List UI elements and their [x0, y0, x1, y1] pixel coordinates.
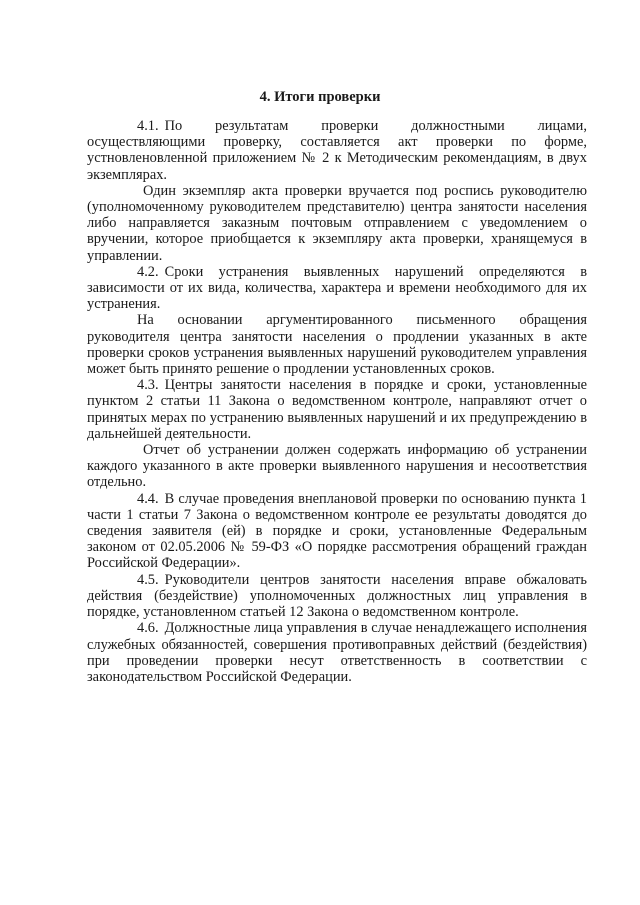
- paragraph-text: Один экземпляр акта проверки вручается под роспись руководителю (уполномоченному руководителем представителю) центра занятости населения либо направляется заказным почтовым отправлением с уведомлением о вручении, которое приобщается к экземпляру акта проверки, хранящемуся в управлении.: [87, 182, 587, 264]
- paragraph-4-6: [87, 620, 587, 685]
- paragraph-4-2-extension: [87, 312, 587, 377]
- paragraph-4-4: [87, 491, 587, 572]
- paragraph-text: Должностные лица управления в случае ненадлежащего исполнения служебных обязанностей, совершения противоправных действий (бездействия) при проведении проверки несут ответственность в соответствии с законодательством Российской Федерации.: [87, 620, 587, 685]
- paragraph-text: Руководители центров занятости населения вправе обжаловать действия (бездействие) уполномоченных должностных лиц управления в порядке, установленном статьей 12 Закона о ведомственном контроле.: [87, 571, 587, 621]
- paragraph-4-1: [87, 118, 587, 183]
- paragraph-number: 4.6.: [137, 620, 159, 637]
- paragraph-4-5: [87, 572, 587, 621]
- paragraph-4-1-delivery: [87, 183, 587, 264]
- paragraph-4-3: [87, 377, 587, 442]
- paragraph-text: На основании аргументированного письменного обращения руководителя центра занятости населения о продлении указанных в акте проверки сроков устранения выявленных нарушений руководителем управления может быть принято решение о продлении установленных сроков.: [87, 312, 587, 378]
- paragraph-number: 4.5.: [137, 571, 159, 588]
- paragraph-text: В случае проведения внеплановой проверки по основанию пункта 1 части 1 статьи 7 Закона о ведомственном контроле ее результаты доводятся до сведения заявителя (ей) в порядке и сроки, установленные Федеральным законом от 02.05.2006 № 59-ФЗ «О порядке рассмотрения обращений граждан Российской Федерации».: [87, 490, 587, 572]
- paragraph-number: 4.3.: [137, 377, 159, 394]
- paragraph-text: По результатам проверки должностными лицами, осуществляющими проверку, составляется акт проверки по форме, устновленовленной приложением № 2 к Методическим рекомендациям, в двух экземплярах.: [87, 118, 587, 183]
- document-body: [87, 118, 587, 685]
- paragraph-4-3-report: [87, 442, 587, 491]
- paragraph-4-2: [87, 264, 587, 313]
- paragraph-number: 4.4.: [137, 490, 159, 507]
- paragraph-text: Отчет об устранении должен содержать информацию об устранении каждого указанного в акте проверки выявленного нарушения и несоответствия отдельно.: [87, 442, 587, 491]
- paragraph-number: 4.2.: [137, 263, 159, 280]
- paragraph-text: Центры занятости населения в порядке и сроки, установленные пунктом 2 статьи 11 Закона о ведомственном контроле, направляют отчет о принятых мерах по устранению выявленных нарушений и их предупреждению в дальнейшей деятельности.: [87, 377, 587, 442]
- paragraph-text: Сроки устранения выявленных нарушений определяются в зависимости от их вида, количества, характера и времени необходимого для их устранения.: [87, 263, 587, 313]
- section-title: 4. Итоги проверки: [259, 89, 381, 105]
- paragraph-number: 4.1.: [137, 118, 159, 134]
